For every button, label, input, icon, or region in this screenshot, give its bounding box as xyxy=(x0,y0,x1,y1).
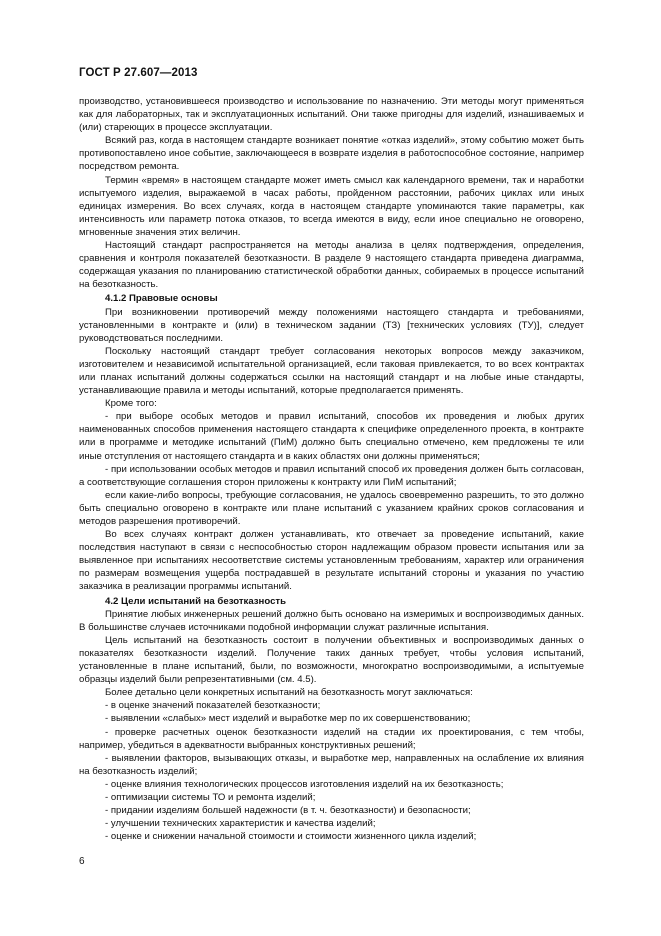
list-item: - выявлении «слабых» мест изделий и выработке мер по их совершенствованию; xyxy=(105,713,471,725)
standard-header: ГОСТ Р 27.607—2013 xyxy=(79,67,198,79)
list-item: - улучшении технических характеристик и качества изделий; xyxy=(105,818,376,830)
list-item: - проверке расчетных оценок безотказности изделий на стадии их проектирования, с тем чтобы, например, убедиться в адекватности выбранных конструктивных решений; xyxy=(79,726,584,751)
paragraph: Кроме того: xyxy=(105,398,157,410)
list-item: - оценке влияния технологических процессов изготовления изделий на их безотказность; xyxy=(105,778,504,790)
list-item: - оптимизации системы ТО и ремонта изделий; xyxy=(105,791,316,803)
paragraph: Настоящий стандарт распространяется на методы анализа в целях подтверждения, определения, сравнения и контроля показателей безотказности. В разделе 9 настоящего стандарта приведена диаграмма, содержащая указания по планированию статистической обработки данных, собираемых в процессе испытаний на безотказность. xyxy=(79,240,584,291)
paragraph: Всякий раз, когда в настоящем стандарте возникает понятие «отказ изделий», этому событию может быть противопоставлено иное событие, заключающееся в возврате изделия в работоспособное состояние, например посредством ремонта. xyxy=(79,135,584,173)
list-item: - выявлении факторов, вызывающих отказы, и выработке мер, направленных на ослабление их влияния на безотказность изделий; xyxy=(79,752,584,777)
paragraph: Принятие любых инженерных решений должно быть основано на измеримых и воспроизводимых данных. В большинстве случаев источниками подобной информации служат различные испытания. xyxy=(79,608,584,633)
list-item: - при выборе особых методов и правил испытаний, способов их проведения и любых других наименованных способов применения настоящего стандарта к специфике определенного проекта, в контракте или в программе и методике испытаний (ПиМ) должно быть специально отмечено, кем предложены те или иные отступления от настоящего стандарта и в каких областях они должны применяться; xyxy=(79,411,584,462)
paragraph: производство, установившееся производство и использование по назначению. Эти методы могут применяться как для лабораторных, так и эксплуатационных испытаний. Они также пригодны для изделий, изнашиваемых и (или) стареющих в процессе эксплуатации. xyxy=(79,96,584,134)
list-item: - придании изделиям большей надежности (в т. ч. безотказности) и безопасности; xyxy=(105,805,471,817)
page-number: 6 xyxy=(79,856,85,867)
paragraph: Цель испытаний на безотказность состоит в получении объективных и воспроизводимых данных о показателях безотказности изделий. Получение таких данных требует, чтобы условия испытаний, установленные в плане испытаний, были, по возможности, многократно воспроизводимыми, а испытуемые образцы изделий были репрезентативными (см. 4.5). xyxy=(79,634,584,686)
paragraph: При возникновении противоречий между положениями настоящего стандарта и требованиями, установленными в контракте и (или) в техническом задании (ТЗ) [технических условиях (ТУ)], следует руководствоваться последними. xyxy=(79,306,584,344)
paragraph: Поскольку настоящий стандарт требует согласования некоторых вопросов между заказчиком, изготовителем и независимой испытательной организацией, если таковая привлекается, то во всех контрактах или планах испытаний должны содержаться ссылки на настоящий стандарт и на любые иные стандарты, устанавливающие правила и методы испытаний, которые предполагается применять. xyxy=(79,345,584,397)
paragraph: Термин «время» в настоящем стандарте может иметь смысл как календарного времени, так и наработки испытуемого изделия, выражаемой в часах работы, пройденном расстоянии, рабочих циклах или иных единицах измерения. Во всех случаях, когда в настоящем стандарте упоминаются такие параметры, как интенсивность или параметр потока отказов, то всегда имеются в виду, если иное специально не оговорено, мгновенные значения этих величин. xyxy=(79,174,584,238)
section-heading-4-1-2: 4.1.2 Правовые основы xyxy=(105,293,218,305)
paragraph: Более детально цели конкретных испытаний на безотказность могут заключаться: xyxy=(105,687,473,699)
section-heading-4-2: 4.2 Цели испытаний на безотказность xyxy=(105,595,287,607)
list-item: - оценке и снижении начальной стоимости и стоимости жизненного цикла изделий; xyxy=(105,831,477,843)
paragraph: Во всех случаях контракт должен устанавливать, кто отвечает за проведение испытаний, какие последствия наступают в связи с неспособностью сторон надлежащим образом провести испытания или за выявленное при испытаниях несоответствие системы установленным требованиям, характер или ограничения по размерам возмещения ущерба пострадавшей в результате испытаний стороны и указания по участию заказчика в реализации программы испытаний. xyxy=(79,529,584,593)
paragraph: если какие-либо вопросы, требующие согласования, не удалось своевременно разрешить, то это должно быть специально оговорено в контракте или плане испытаний с указанием крайних сроков согласования и методов разрешения противоречий. xyxy=(79,489,584,527)
list-item: - при использовании особых методов и правил испытаний способ их проведения должен быть согласован, а соответствующие соглашения сторон приложены к контракту или ПиМ испытаний; xyxy=(79,463,584,488)
document-body xyxy=(79,95,584,843)
list-item: - в оценке значений показателей безотказности; xyxy=(105,700,321,712)
